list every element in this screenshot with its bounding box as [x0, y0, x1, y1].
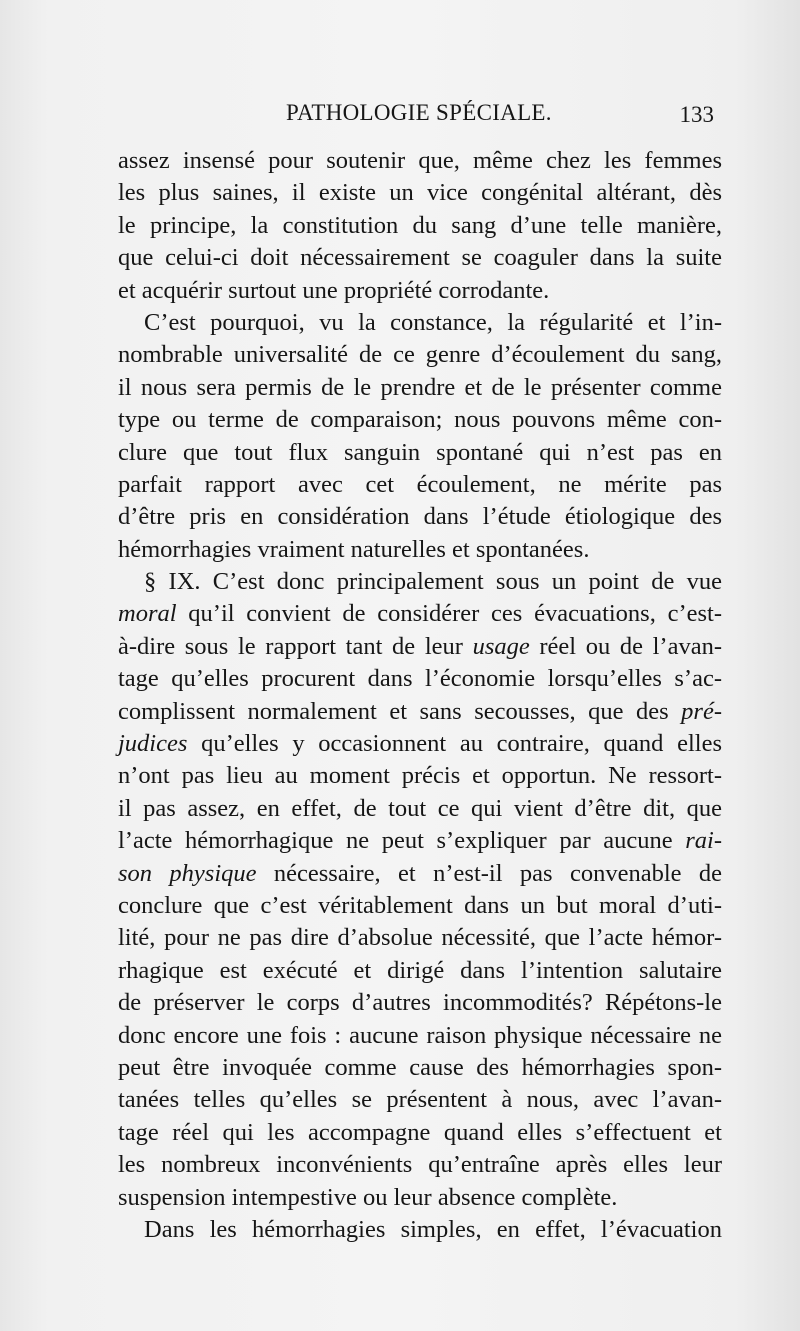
text-line — [118, 696, 722, 728]
text-run: C’est pourquoi, vu la constance, la régularité et l’in- — [144, 308, 722, 336]
text-line — [118, 1214, 722, 1246]
italic-text: usage — [472, 632, 530, 660]
text-run: à-dire sous le rapport tant de leur — [118, 632, 473, 660]
text-line — [118, 339, 722, 371]
text-run: il nous sera permis de le prendre et de le présenter comme — [118, 373, 722, 401]
text-line — [118, 1084, 722, 1116]
text-line — [118, 1149, 722, 1181]
text-run: hémorrhagies vraiment naturelles et spontanées. — [118, 535, 590, 563]
text-line — [118, 1020, 722, 1052]
italic-text: judices — [118, 730, 188, 758]
text-run: type ou terme de comparaison; nous pouvons même con- — [118, 406, 722, 434]
text-run: conclure que c’est véritablement dans un but moral d’uti- — [118, 891, 722, 919]
text-line — [118, 760, 722, 792]
text-run: tage réel qui les accompagne quand elles s’effectuent et — [118, 1118, 722, 1146]
italic-text: pré- — [681, 697, 722, 725]
text-run: Dans les hémorrhagies simples, en effet, l’évacuation — [144, 1215, 722, 1243]
text-run: l’acte hémorrhagique ne peut s’expliquer par aucune — [118, 827, 686, 855]
text-line — [118, 210, 722, 242]
text-line — [118, 177, 722, 209]
text-run: d’être pris en considération dans l’étude étiologique des — [118, 503, 722, 531]
text-line — [118, 1052, 722, 1084]
text-line — [118, 987, 722, 1019]
text-run: peut être invoquée comme cause des hémorrhagies spon- — [118, 1053, 722, 1081]
text-run: qu’elles y occasionnent au contraire, quand elles — [187, 730, 722, 758]
text-line — [118, 566, 722, 598]
text-run: assez insensé pour soutenir que, même chez les femmes — [118, 147, 722, 174]
text-run: n’ont pas lieu au moment précis et opportun. Ne ressort- — [118, 762, 722, 790]
text-line — [118, 663, 722, 695]
text-run: nécessaire, et n’est-il pas convenable de — [256, 859, 723, 887]
text-run: les plus saines, il existe un vice congénital altérant, dès — [118, 179, 722, 207]
italic-text: rai- — [685, 827, 722, 855]
text-run: lité, pour ne pas dire d’absolue nécessité, que l’acte hémor- — [118, 924, 722, 952]
text-line — [118, 372, 722, 404]
text-run: complissent normalement et sans secousses, que des — [118, 697, 682, 725]
text-run: § IX. C’est donc principalement sous un point de vue — [144, 568, 722, 596]
running-title: PATHOLOGIE SPÉCIALE. — [286, 100, 552, 125]
text-line — [118, 598, 722, 630]
text-run: le principe, la constitution du sang d’une telle manière, — [118, 211, 722, 239]
text-line — [118, 404, 722, 436]
text-line — [118, 469, 722, 501]
text-line — [118, 1117, 722, 1149]
text-run: tanées telles qu’elles se présentent à nous, avec l’avan- — [118, 1086, 722, 1114]
text-line — [118, 890, 722, 922]
text-line — [118, 922, 722, 954]
text-run: les nombreux inconvénients qu’entraîne après elles leur — [118, 1151, 722, 1179]
body-text — [118, 145, 722, 1246]
text-line — [118, 825, 722, 857]
text-line — [118, 145, 722, 177]
text-run: nombrable universalité de ce genre d’écoulement du sang, — [118, 341, 722, 369]
text-line — [118, 955, 722, 987]
text-line — [118, 275, 722, 307]
page-number: 133 — [679, 102, 714, 127]
text-run: réel ou de l’avan- — [529, 632, 723, 660]
text-run: parfait rapport avec cet écoulement, ne mérite pas — [118, 470, 722, 498]
text-line — [118, 307, 722, 339]
text-line — [118, 631, 722, 663]
text-run: de préserver le corps d’autres incommodités? Répétons-le — [118, 989, 722, 1017]
text-line — [118, 1182, 722, 1214]
text-line — [118, 728, 722, 760]
text-run: suspension intempestive ou leur absence complète. — [118, 1183, 618, 1211]
text-line — [118, 858, 722, 890]
text-run: donc encore une fois : aucune raison physique nécessaire ne — [118, 1021, 722, 1049]
italic-text: moral — [118, 600, 177, 628]
text-line — [118, 501, 722, 533]
text-run: rhagique est exécuté et dirigé dans l’intention salutaire — [118, 956, 722, 984]
page-header — [118, 100, 714, 132]
text-run: que celui-ci doit nécessairement se coaguler dans la suite — [118, 244, 722, 272]
italic-text: son physique — [118, 859, 257, 887]
text-line — [118, 793, 722, 825]
text-run: qu’il convient de considérer ces évacuations, c’est- — [176, 600, 722, 628]
text-run: il pas assez, en effet, de tout ce qui vient d’être dit, que — [118, 794, 722, 822]
text-line — [118, 242, 722, 274]
text-run: et acquérir surtout une propriété corrodante. — [118, 276, 550, 304]
text-line — [118, 534, 722, 566]
text-run: tage qu’elles procurent dans l’économie lorsqu’elles s’ac- — [118, 665, 722, 693]
text-line — [118, 437, 722, 469]
text-run: clure que tout flux sanguin spontané qui n’est pas en — [118, 438, 722, 466]
